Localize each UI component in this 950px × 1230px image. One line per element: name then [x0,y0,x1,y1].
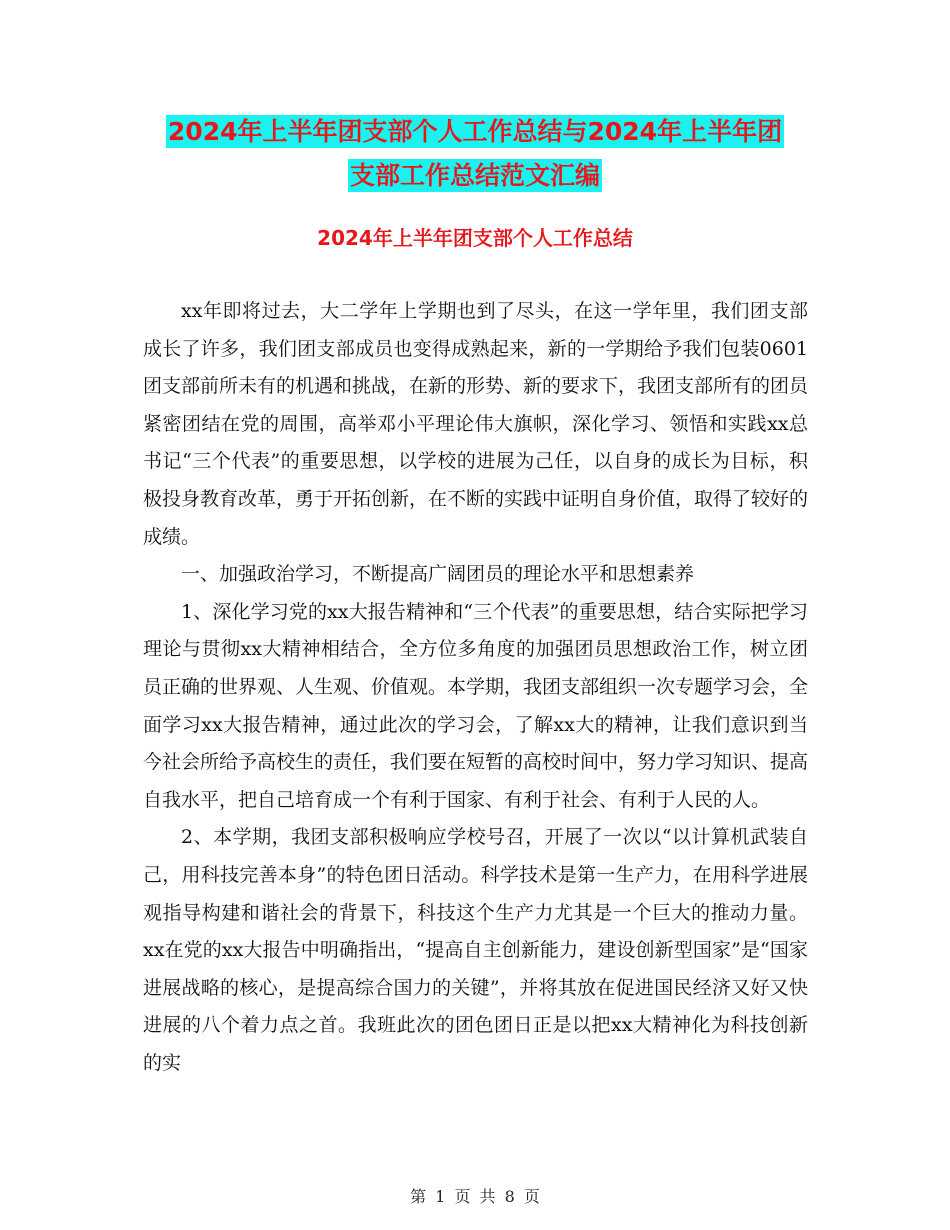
document-title-line-1: 2024年上半年团支部个人工作总结与2024年上半年团 [167,117,783,146]
paragraph: 一、加强政治学习，不断提高广阔团员的理论水平和思想素养 [181,563,695,586]
paragraph: xx年即将过去，大二学年上学期也到了尽头，在这一学年里，我们团支部成长了许多，我们团支部成员也变得成熟起来，新的一学期给予我们包装0601团支部前所未有的机遇和挑战，在新的形势、新的要求下，我团支部所有的团员紧密团结在党的周围，高举邓小平理论伟大旗帜，深化学习、领悟和实践xx总书记“三个代表”的重要思想，以学校的进展为己任，以自身的成长为目标，积极投身教育改革，勇于开拓创新，在不断的实践中证明自身价值，取得了较好的成绩。 [143,300,809,548]
paragraph: 1、深化学习党的xx大报告精神和“三个代表”的重要思想，结合实际把学习理论与贯彻xx大精神相结合，全方位多角度的加强团员思想政治工作，树立团员正确的世界观、人生观、价值观。本学期，我团支部组织一次专题学习会，全面学习xx大报告精神，通过此次的学习会，了解xx大的精神，让我们意识到当今社会所给予高校生的责任，我们要在短暂的高校时间中，努力学习知识、提高自我水平，把自己培育成一个有利于国家、有利于社会、有利于人民的人。 [143,600,809,811]
page-footer: 第 1 页 共 8 页 [410,1187,540,1206]
document-title-line-2: 支部工作总结范文汇编 [349,161,600,190]
document-body [143,293,808,1082]
paragraph: 2、本学期，我团支部积极响应学校号召，开展了一次以“以计算机武装自己，用科技完善本身”的特色团日活动。科学技术是第一生产力，在用科学进展观指导构建和谐社会的背景下，科技这个生产力尤其是一个巨大的推动力量。xx在党的xx大报告中明确指出，“提高自主创新能力，建设创新型国家”是“国家进展战略的核心，是提高综合国力的关键”，并将其放在促进国民经济又好又快进展的八个着力点之首。我班此次的团色团日正是以把xx大精神化为科技创新的实 [143,826,808,1074]
section-title: 2024年上半年团支部个人工作总结 [317,226,633,250]
